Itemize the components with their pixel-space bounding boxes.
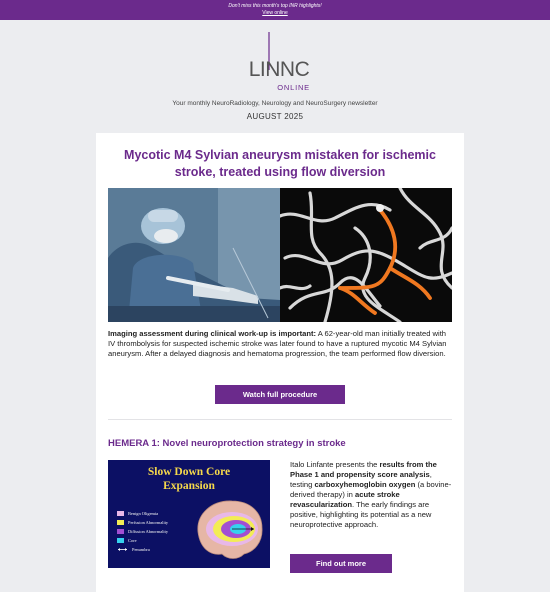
content-card [96,133,464,592]
legend-label: Penumbra [132,547,150,552]
slide-title [108,465,270,493]
watch-full-procedure-button[interactable]: Watch full procedure [215,385,345,404]
article2-text-2: , testing [290,470,432,489]
article1-lead: Imaging assessment during clinical work-up is important: [108,329,317,338]
article1-body: A 62-year-old man initially treated with IV thrombolysis for suspected ischemic stroke was later found to have a ruptured mycotic M4 Sylvian aneurysm. After a delayed diagnosis and hematoma progression, the team performed flow diversion. [108,329,447,358]
logo-subtext: ONLINE [277,83,310,92]
article2-text-1: Italo Linfante presents the [290,460,380,469]
linnc-logo[interactable] [235,30,325,96]
article2-text-4: . The early findings are positive, highlighting its potential as a new neuroprotective approach. [290,500,432,529]
legend-item [117,518,168,527]
vascular-3d-image[interactable] [280,188,452,322]
article2-title[interactable]: HEMERA 1: Novel neuroprotection strategy in stroke [108,438,346,449]
banner-teaser: Don't miss this month's top INR highlights! [228,3,322,9]
legend-item [117,527,168,536]
legend-swatch [117,511,124,516]
view-online-link[interactable]: View online [262,10,288,16]
legend-label: Benign Oligemia [128,511,159,516]
slide-legend [117,509,168,554]
article1-title[interactable]: Mycotic M4 Sylvian aneurysm mistaken for ischemic stroke, treated using flow diversion [124,148,436,179]
find-out-more-button[interactable]: Find out more [290,554,392,573]
newsletter-tagline: Your monthly NeuroRadiology, Neurology and NeuroSurgery newsletter [172,100,378,107]
legend-swatch [117,520,124,525]
legend-item [117,509,168,518]
article2-bold-3: acute stroke revascularization [290,490,400,509]
slide-title-line1: Slow Down Core [147,466,231,478]
issue-date: AUGUST 2025 [246,112,304,121]
legend-swatch [117,529,124,534]
legend-item [117,536,168,545]
top-banner [0,0,550,20]
article1-summary [108,329,452,359]
article2-text-3: (a bovine-derived therapy) in [290,480,452,499]
legend-label: Perfusion Abnormality [128,520,169,525]
double-arrow-icon [117,547,128,552]
procedure-photo[interactable] [108,188,280,322]
section-divider [108,419,452,420]
article2-bold-2: carboxyhemoglobin oxygen [314,480,416,489]
legend-label: Diffusion Abnormality [128,529,169,534]
slide-title-line2: Expansion [163,480,215,492]
logo-wordmark: LINNC [248,58,310,81]
article2-summary [290,460,452,530]
legend-swatch [117,538,124,543]
core-expansion-slide[interactable] [108,460,270,568]
angiography-illustration [280,188,452,322]
brain-diagram [192,496,266,562]
legend-label: Core [128,538,137,543]
legend-item [117,545,168,554]
article2-bold-1: results from the Phase 1 and propensity score analysis [290,460,437,479]
operating-room-illustration [108,188,280,322]
